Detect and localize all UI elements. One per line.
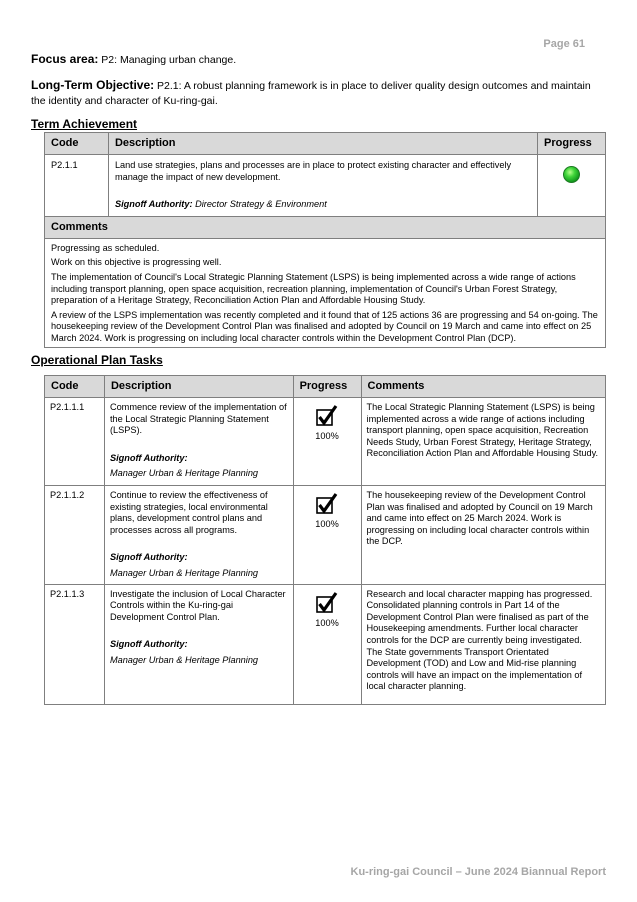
focus-area-value: P2: Managing urban change. [101,54,237,66]
task-progress-cell [293,398,361,486]
table-row [45,398,606,486]
task-signoff-value: Manager Urban & Heritage Planning [109,654,259,665]
term-code: P2.1.1 [45,155,109,217]
ops-header-description: Description [104,376,293,398]
ops-header-code: Code [45,376,105,398]
term-description-cell [108,155,537,217]
long-term-objective-label: Long-Term Objective: [31,78,155,92]
completed-checkbox-icon [315,404,339,428]
report-footer: Ku-ring-gai Council – June 2024 Biannual Report [350,866,606,878]
term-header-row [45,133,606,155]
ops-header-row [45,376,606,398]
page-number: Page 61 [543,38,585,50]
task-description-cell [104,584,293,704]
task-comments: The Local Strategic Planning Statement (LSPS) is being implemented across a wide range of actions including transport planning, open space acquisition, Recreation Needs Study, Urban Forest Strategy, Heritage Strategy, Reconciliation Action Plan and Affordable Housing Study. [361,398,605,486]
ops-header-progress: Progress [293,376,361,398]
status-green-dot-icon [563,166,580,183]
task-description: Continue to review the effectiveness of existing strategies, local environmental plans, development control plans and processes across all programs. [109,490,268,535]
focus-area-label: Focus area: [31,52,99,66]
task-progress-value: 100% [315,431,339,441]
operational-plan-table [44,375,606,705]
term-comment: A review of the LSPS implementation was recently completed and it found that of 125 actions 36 are progressing and 54 on-going. The housekeeping review of the Development Control Plan was finalised and adopted by Council on 19 March and came into effect on 25 March 2024. Work is progressing on including local character controls within the Development Control Plan (DCP). [51,309,598,343]
task-signoff-value: Manager Urban & Heritage Planning [109,468,259,479]
task-signoff-label: Signoff Authority: [109,639,188,650]
task-code: P2.1.1.1 [45,398,105,486]
task-code: P2.1.1.2 [45,486,105,585]
term-comments-row [45,238,606,347]
task-progress-value: 100% [315,519,339,529]
completed-checkbox-icon [315,591,339,615]
term-achievement-table [44,132,606,348]
task-signoff-label: Signoff Authority: [109,552,188,563]
term-progress-cell [538,155,606,217]
table-row [45,155,606,217]
term-signoff-value: Director Strategy & Environment [195,199,327,210]
term-comments-header: Comments [45,216,606,238]
long-term-objective [31,78,601,109]
table-row [45,584,606,704]
term-header-code: Code [45,133,109,155]
task-progress-cell [293,584,361,704]
task-signoff-value: Manager Urban & Heritage Planning [109,567,259,578]
completed-checkbox-icon [315,492,339,516]
task-comments: The housekeeping review of the Development Control Plan was finalised and adopted by Council on 19 March and came into effect on 25 March 2024. Work is progressing on including local character controls within the DCP. [361,486,605,585]
term-comment: Progressing as scheduled. [51,242,160,253]
task-comments: Research and local character mapping has progressed. Consolidated planning controls in Part 14 of the Development Control Plan were finalised as part of the Housekeeping amendments. Further local character controls for the DCP are currently being investigated. The State governments Transport Orientated Development (TOD) and Low and Mid-rise planning controls will have an impact on the implementation of local character planning. [361,584,605,704]
term-header-description: Description [108,133,537,155]
term-header-progress: Progress [538,133,606,155]
task-description: Investigate the inclusion of Local Character Controls within the Ku-ring-gai Development Control Plan. [109,588,286,622]
task-signoff-label: Signoff Authority: [109,452,188,463]
focus-area [31,52,236,66]
term-comment: The implementation of Council's Local Strategic Planning Statement (LSPS) is being implemented across a wide range of actions including transport planning, open space acquisition, recreation planning, implementation of Council's Urban Forest Strategy, preparation of a Heritage Strategy, Reconciliation Action Plan and Affordable Housing Study. [51,271,576,306]
task-description-cell [104,398,293,486]
term-achievement-heading: Term Achievement [31,117,138,131]
long-term-objective-value: P2.1: A robust planning framework is in place to deliver quality design outcomes and maintain the identity and character of Ku-ring-gai. [31,80,591,107]
task-code: P2.1.1.3 [45,584,105,704]
term-comments-cell [45,238,606,347]
term-comment: Work on this objective is progressing well. [51,257,222,268]
term-signoff [115,199,531,211]
operational-plan-heading: Operational Plan Tasks [31,353,163,367]
task-description-cell [104,486,293,585]
task-progress-value: 100% [315,617,339,628]
term-description: Land use strategies, plans and processes are in place to protect existing character and effectively manage the impact of new development. [114,160,512,182]
term-comments-header-row [45,216,606,238]
table-row [45,486,606,585]
task-progress-cell [293,486,361,585]
ops-header-comments: Comments [361,376,605,398]
task-description: Commence review of the implementation of the Local Strategic Planning Statement (LSPS). [109,402,287,436]
term-signoff-label: Signoff Authority: [114,199,193,210]
